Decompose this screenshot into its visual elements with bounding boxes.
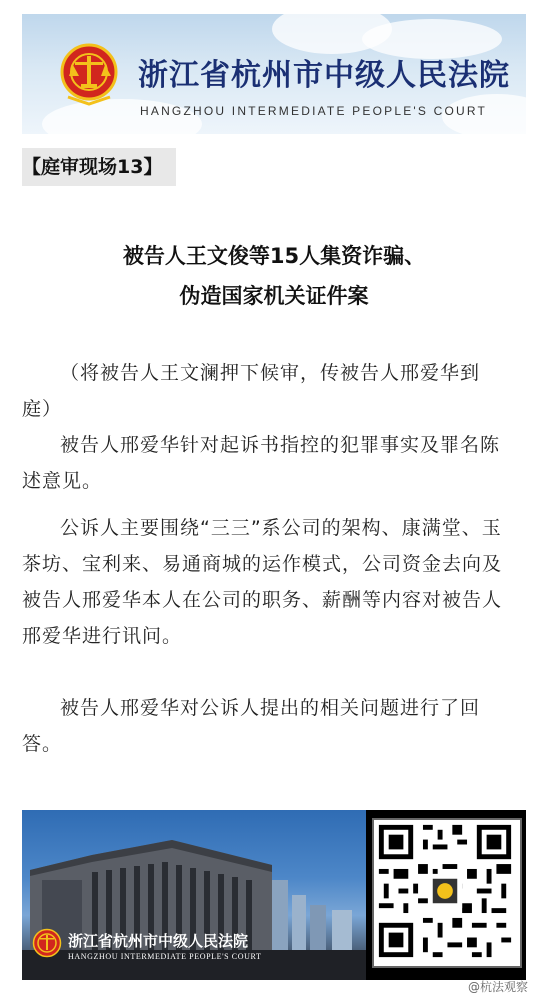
qr-code <box>372 818 522 968</box>
footer-court-name-en: HANGZHOU INTERMEDIATE PEOPLE'S COURT <box>68 952 262 961</box>
court-emblem-icon <box>60 42 118 106</box>
footer-court-name-cn: 浙江省杭州市中级人民法院 <box>68 932 249 950</box>
paragraph: 被告人邢爱华针对起诉书指控的犯罪事实及罪名陈述意见。 <box>22 434 501 492</box>
article-title-line-2: 伪造国家机关证件案 <box>179 284 369 308</box>
court-emblem-icon <box>32 928 62 960</box>
court-name-cn: 浙江省杭州市中级人民法院 <box>138 58 510 93</box>
courthouse-photo <box>22 810 366 980</box>
paragraph: （将被告人王文澜押下候审，传被告人邢爱华到庭） <box>22 362 481 420</box>
header-banner <box>22 14 526 134</box>
section-tag: 【庭审现场13】 <box>22 148 176 186</box>
paragraph: 被告人邢爱华对公诉人提出的相关问题进行了回答。 <box>22 697 481 755</box>
article-title-line-1: 被告人王文俊等15人集资诈骗、 <box>122 244 426 268</box>
weibo-watermark: @杭法观察 <box>467 980 528 994</box>
court-name-en: HANGZHOU INTERMEDIATE PEOPLE'S COURT <box>140 104 488 118</box>
paragraph: 公诉人主要围绕“三三”系公司的架构、康满堂、玉茶坊、宝利来、易通商城的运作模式，公司资金去向及被告人邢爱华本人在公司的职务、薪酬等内容对被告人邢爱华进行讯问。 <box>22 517 503 647</box>
footer-banner <box>22 810 526 980</box>
qr-code-icon <box>374 820 516 962</box>
